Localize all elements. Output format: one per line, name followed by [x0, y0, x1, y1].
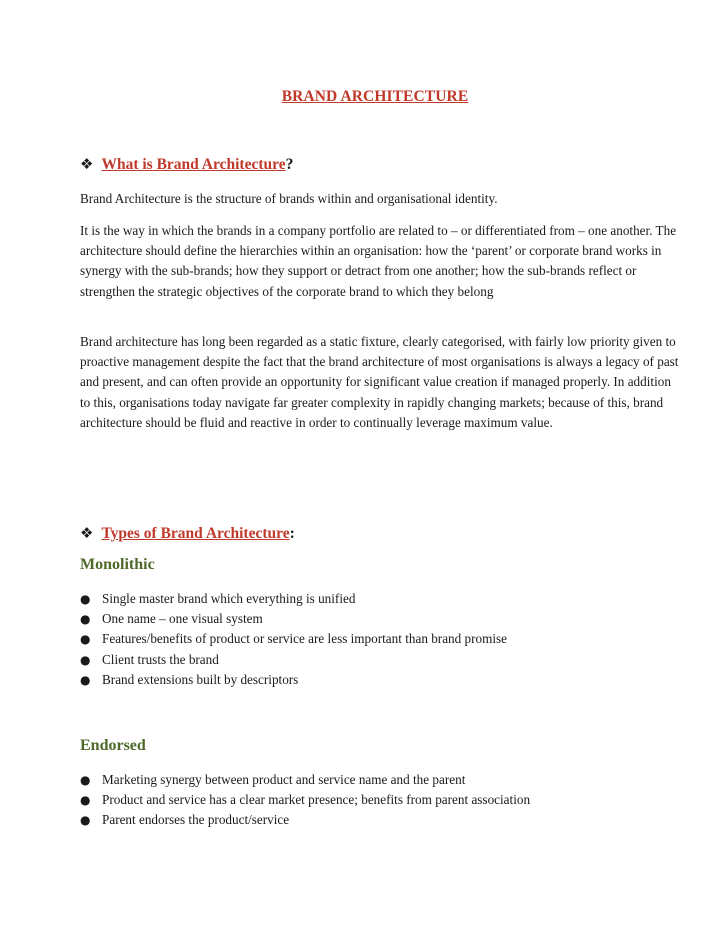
bullet-dot-icon: ●: [80, 632, 91, 647]
bullet-dot-icon: ●: [80, 672, 91, 687]
document-title: BRAND ARCHITECTURE: [281, 88, 469, 105]
section-heading-text: Types of Brand Architecture: [101, 525, 290, 542]
endorsed-list: [80, 770, 700, 831]
subheading-monolithic: Monolithic: [80, 556, 155, 573]
bullet-dot-icon: ●: [80, 592, 91, 606]
section-heading-text: What is Brand Architecture: [101, 156, 286, 173]
list-item: ● Marketing synergy between product and service name and the parent: [80, 770, 700, 790]
list-item: ● Features/benefits of product or service are less important than brand promise: [80, 629, 700, 649]
section-heading-punct: :: [289, 525, 295, 542]
list-item: ● Client trusts the brand: [80, 650, 700, 670]
list-item: ● One name – one visual system: [80, 609, 700, 629]
list-item: ● Brand extensions built by descriptors: [80, 670, 700, 690]
list-item: ● Product and service has a clear market presence; benefits from parent association: [80, 790, 700, 810]
diamond-bullet-icon: ❖: [80, 155, 94, 173]
list-item: ● Single master brand which everything is unified: [80, 589, 700, 609]
subheading-endorsed: Endorsed: [80, 737, 146, 754]
bullet-dot-icon: ●: [80, 612, 91, 627]
bullet-dot-icon: ●: [80, 652, 91, 667]
section-heading-what-is: [80, 155, 293, 174]
monolithic-list: [80, 589, 700, 690]
paragraph-definition: Brand Architecture is the structure of brands within and organisational identity.: [80, 191, 498, 206]
bullet-dot-icon: ●: [80, 773, 91, 787]
bullet-dot-icon: ●: [80, 813, 91, 828]
section-heading-punct: ?: [285, 156, 294, 173]
paragraph-static-fixture: Brand architecture has long been regarded as a static fixture, clearly categorised, with fairly low priority given to proactive management despite the fact that the brand architecture of most organisations is always a legacy of past and present, and can often provide an opportunity for significant value creation if managed properly. In addition to this, organisations today navigate far greater complexity in rapidly changing markets; because of this, brand architecture should be fluid and reactive in order to continually leverage maximum value.: [80, 334, 679, 430]
list-item: ● Parent endorses the product/service: [80, 810, 700, 830]
paragraph-portfolio: It is the way in which the brands in a company portfolio are related to – or differentiated from – one another. The architecture should define the hierarchies within an organisation: how the ‘parent’ or corporate brand works in synergy with the sub-brands; how they support or detract from one another; how the sub-brands reflect or strengthen the strategic objectives of the corporate brand to which they belong: [80, 223, 677, 299]
section-heading-types: [80, 524, 295, 543]
diamond-bullet-icon: ❖: [80, 524, 94, 542]
bullet-dot-icon: ●: [80, 793, 91, 808]
